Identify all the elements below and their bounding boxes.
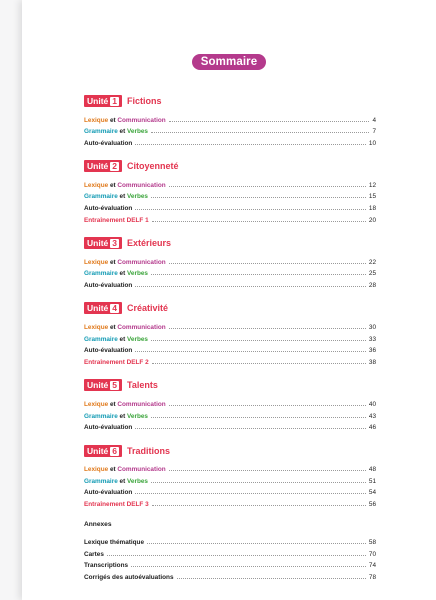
conjunction-label: et	[119, 477, 126, 485]
grammaire-label: Grammaire	[84, 477, 118, 485]
toc-entry-label	[84, 359, 149, 366]
lexique-label: Lexique	[84, 324, 109, 332]
toc-entry-label	[84, 478, 148, 485]
unit-badge	[84, 379, 122, 391]
delf-label: Entraînement DELF 2	[84, 358, 149, 366]
dot-leader	[135, 428, 366, 429]
toc-entry-label	[84, 401, 166, 408]
verbes-label: Verbes	[127, 270, 148, 278]
toc-entry[interactable]	[84, 485, 376, 497]
conjunction-label: et	[119, 335, 126, 343]
unit-number: 6	[112, 445, 117, 456]
page-number: 10	[368, 139, 376, 147]
unit-badge-label: Unité	[87, 445, 109, 456]
unit-heading	[84, 160, 376, 172]
unit-badge-label: Unité	[87, 96, 109, 106]
dot-leader	[107, 555, 366, 556]
toc-entry-label	[84, 413, 148, 420]
dot-leader	[151, 340, 366, 341]
page-number: 51	[368, 477, 376, 485]
toc-entry-label	[84, 466, 166, 473]
unit-number: 5	[112, 380, 117, 391]
page-number: 54	[368, 489, 376, 497]
conjunction-label: et	[109, 181, 116, 189]
toc-entry[interactable]	[84, 212, 376, 224]
page-number: 40	[368, 400, 376, 408]
grammaire-label: Grammaire	[84, 412, 118, 420]
communication-label: Communication	[117, 466, 166, 474]
communication-label: Communication	[117, 400, 166, 408]
toc-entry-label	[84, 259, 166, 266]
toc-entry[interactable]	[84, 420, 376, 432]
toc-entry-label	[84, 270, 148, 277]
toc-entry[interactable]	[84, 473, 376, 485]
toc-entry[interactable]	[84, 496, 376, 508]
unit-number: 3	[112, 238, 117, 249]
unit-heading	[84, 237, 376, 249]
toc-entry[interactable]	[84, 354, 376, 366]
lexique-label: Lexique	[84, 258, 109, 266]
unit-title: Citoyenneté	[126, 161, 179, 172]
auto-evaluation-label: Auto-évaluation	[84, 139, 133, 147]
auto-evaluation-label: Auto-évaluation	[84, 489, 133, 497]
unit-badge-label: Unité	[87, 303, 109, 314]
dot-leader	[151, 132, 369, 133]
auto-evaluation-label: Auto-évaluation	[84, 281, 133, 289]
dot-leader	[169, 405, 366, 406]
toc-entry[interactable]	[84, 569, 376, 581]
unit-badge-label: Unité	[87, 380, 109, 391]
dot-leader	[152, 505, 366, 506]
unit-title: Fictions	[126, 96, 162, 106]
unit-section	[84, 160, 376, 223]
communication-label: Communication	[117, 181, 166, 189]
toc-entry[interactable]	[84, 266, 376, 278]
table-of-contents	[84, 95, 376, 581]
page-number: 43	[368, 412, 376, 420]
delf-label: Entraînement DELF 3	[84, 500, 149, 508]
unit-number: 1	[112, 96, 117, 106]
lexique-label: Lexique	[84, 400, 109, 408]
communication-label: Communication	[117, 116, 166, 124]
page-number: 22	[368, 258, 376, 266]
conjunction-label: et	[119, 128, 126, 136]
unit-heading	[84, 445, 376, 457]
conjunction-label: et	[109, 324, 116, 332]
dot-leader	[151, 482, 366, 483]
page-number: 28	[368, 281, 376, 289]
grammaire-label: Grammaire	[84, 193, 118, 201]
dot-leader	[131, 566, 366, 567]
lexique-label: Lexique	[84, 116, 109, 124]
page-title: Sommaire	[192, 54, 266, 70]
page-number: 25	[368, 270, 376, 278]
page-number: 30	[368, 324, 376, 332]
auto-evaluation-label: Auto-évaluation	[84, 347, 133, 355]
unit-section	[84, 445, 376, 508]
unit-badge	[84, 445, 122, 457]
lexique-label: Lexique	[84, 181, 109, 189]
conjunction-label: et	[109, 258, 116, 266]
dot-leader	[135, 286, 366, 287]
page-number: 78	[368, 573, 376, 581]
unit-badge	[84, 237, 122, 249]
toc-entry[interactable]	[84, 254, 376, 266]
verbes-label: Verbes	[127, 193, 148, 201]
toc-entry-label	[84, 282, 132, 289]
page-number: 46	[368, 424, 376, 432]
toc-entry-label: Lexique thématique	[84, 539, 145, 547]
dot-leader	[169, 470, 366, 471]
toc-entry-label	[84, 217, 149, 224]
toc-entry-label: Transcriptions	[84, 562, 129, 570]
unit-title: Traditions	[126, 445, 170, 456]
page-number: 15	[368, 193, 376, 201]
dot-leader	[135, 351, 366, 352]
conjunction-label: et	[109, 116, 116, 124]
unit-section	[84, 379, 376, 431]
toc-entry-label	[84, 117, 166, 124]
verbes-label: Verbes	[127, 128, 148, 136]
toc-entry[interactable]	[84, 331, 376, 343]
unit-badge-label: Unité	[87, 238, 109, 249]
toc-entry[interactable]	[84, 343, 376, 355]
toc-entry[interactable]	[84, 408, 376, 420]
unit-heading	[84, 379, 376, 391]
dot-leader	[151, 274, 366, 275]
toc-entry[interactable]	[84, 177, 376, 189]
title-wrap	[22, 52, 436, 70]
grammaire-label: Grammaire	[84, 270, 118, 278]
unit-title: Extérieurs	[126, 238, 172, 249]
toc-entry-label	[84, 424, 132, 431]
verbes-label: Verbes	[127, 335, 148, 343]
unit-title: Talents	[126, 380, 158, 391]
page-number: 38	[368, 358, 376, 366]
dot-leader	[147, 543, 366, 544]
dot-leader	[177, 578, 366, 579]
dot-leader	[169, 328, 366, 329]
page-number: 20	[368, 216, 376, 224]
toc-entry-label: Corrigés des autoévaluations	[84, 573, 174, 581]
toc-entry-label: Cartes	[84, 550, 104, 558]
toc-entry-label	[84, 336, 148, 343]
conjunction-label: et	[119, 270, 126, 278]
unit-badge	[84, 302, 122, 314]
dot-leader	[135, 209, 366, 210]
unit-badge	[84, 160, 122, 172]
unit-number: 4	[112, 303, 117, 314]
page-number: 4	[372, 116, 376, 124]
unit-number: 2	[112, 161, 117, 172]
page-number: 36	[368, 347, 376, 355]
dot-leader	[169, 121, 370, 122]
communication-label: Communication	[117, 258, 166, 266]
annexes-title: Annexes	[84, 521, 112, 529]
toc-entry[interactable]	[84, 396, 376, 408]
unit-title: Créativité	[126, 303, 169, 314]
toc-entry[interactable]	[84, 534, 376, 546]
conjunction-label: et	[109, 400, 116, 408]
unit-badge	[84, 95, 122, 107]
grammaire-label: Grammaire	[84, 128, 118, 136]
dot-leader	[151, 417, 366, 418]
toc-entry-label	[84, 205, 132, 212]
toc-entry-label	[84, 489, 132, 496]
toc-entry-label	[84, 193, 148, 200]
auto-evaluation-label: Auto-évaluation	[84, 424, 133, 432]
page-number: 58	[368, 539, 376, 547]
communication-label: Communication	[117, 324, 166, 332]
unit-heading	[84, 95, 376, 107]
toc-entry[interactable]	[84, 319, 376, 331]
document-page	[22, 0, 436, 600]
page-number: 56	[368, 500, 376, 508]
toc-entry[interactable]	[84, 558, 376, 570]
page-number: 74	[368, 562, 376, 570]
toc-entry[interactable]	[84, 189, 376, 201]
toc-entry[interactable]	[84, 200, 376, 212]
toc-entry-label	[84, 182, 166, 189]
auto-evaluation-label: Auto-évaluation	[84, 205, 133, 213]
page-number: 18	[368, 205, 376, 213]
conjunction-label: et	[119, 193, 126, 201]
toc-entry[interactable]	[84, 277, 376, 289]
toc-entry[interactable]	[84, 124, 376, 136]
delf-label: Entraînement DELF 1	[84, 216, 149, 224]
toc-entry-label	[84, 347, 132, 354]
dot-leader	[152, 221, 366, 222]
conjunction-label: et	[109, 466, 116, 474]
toc-entry[interactable]	[84, 546, 376, 558]
unit-section	[84, 95, 376, 147]
toc-entry[interactable]	[84, 135, 376, 147]
unit-heading	[84, 302, 376, 314]
dot-leader	[135, 144, 366, 145]
page-number: 48	[368, 466, 376, 474]
verbes-label: Verbes	[127, 477, 148, 485]
annexes-section	[84, 521, 376, 580]
toc-entry-label	[84, 324, 166, 331]
dot-leader	[152, 363, 366, 364]
page-number: 33	[368, 335, 376, 343]
page-number: 70	[368, 550, 376, 558]
toc-entry-label	[84, 140, 132, 147]
conjunction-label: et	[119, 412, 126, 420]
dot-leader	[135, 493, 366, 494]
toc-entry-label	[84, 128, 148, 135]
toc-entry[interactable]	[84, 462, 376, 474]
grammaire-label: Grammaire	[84, 335, 118, 343]
lexique-label: Lexique	[84, 466, 109, 474]
dot-leader	[169, 186, 366, 187]
unit-badge-label: Unité	[87, 161, 109, 172]
dot-leader	[169, 263, 366, 264]
verbes-label: Verbes	[127, 412, 148, 420]
page-number: 7	[372, 128, 376, 136]
dot-leader	[151, 197, 366, 198]
unit-section	[84, 237, 376, 289]
toc-entry[interactable]	[84, 112, 376, 124]
unit-section	[84, 302, 376, 365]
toc-entry-label	[84, 501, 149, 508]
page-number: 12	[368, 181, 376, 189]
